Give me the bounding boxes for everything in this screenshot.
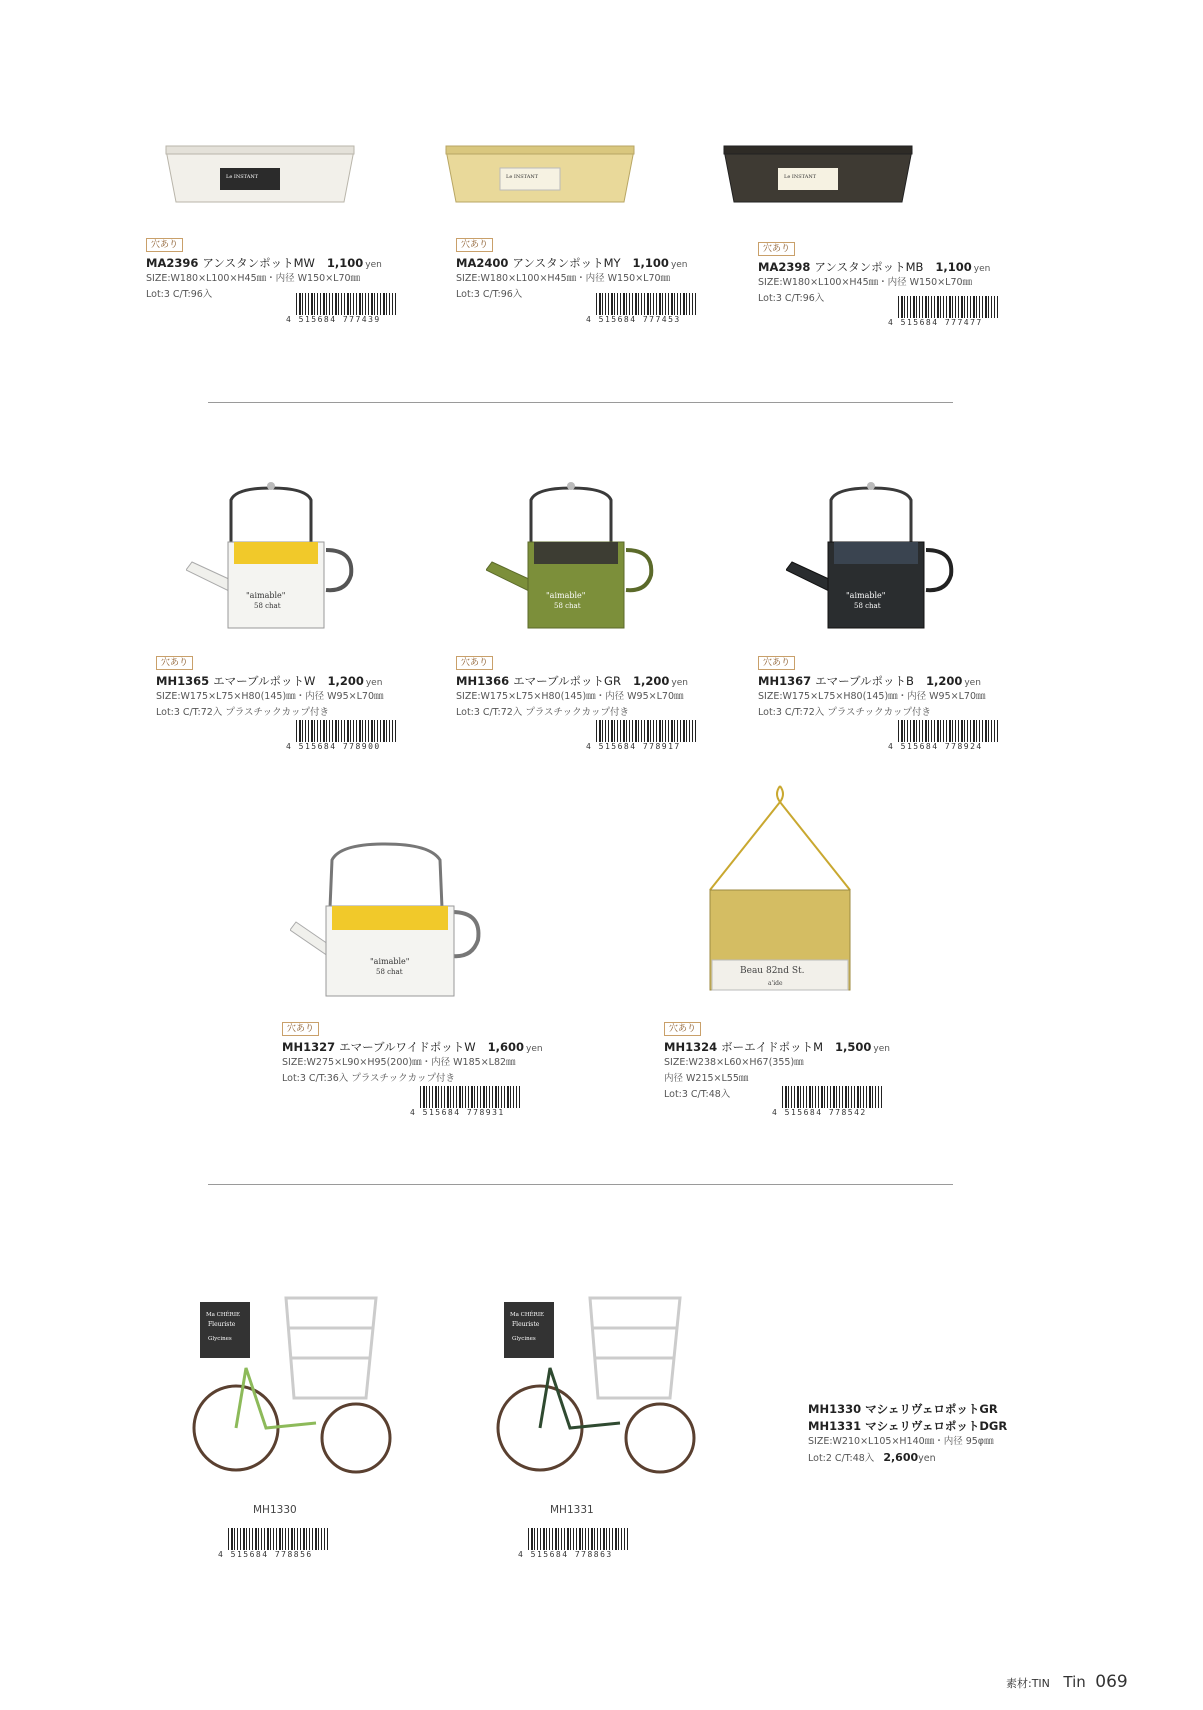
barcode bbox=[286, 720, 396, 751]
can-label-text: "aimable" bbox=[370, 957, 410, 966]
product-title bbox=[456, 255, 716, 271]
product-lot: Lot:3 C/T:96入 bbox=[456, 289, 523, 300]
barcode-bars bbox=[296, 293, 396, 315]
yen-unit: yen bbox=[526, 1044, 543, 1054]
pot-label-text: Le INSTANT bbox=[506, 174, 539, 180]
barcode bbox=[518, 1528, 628, 1559]
product-size: SIZE:W275×L90×H95(200)㎜・内径 W185×L82㎜ bbox=[282, 1057, 516, 1068]
product-size: SIZE:W175×L75×H80(145)㎜・内径 W95×L70㎜ bbox=[456, 691, 684, 702]
can-black-image bbox=[786, 480, 956, 630]
bicycle-pot-darkgreen-image bbox=[490, 1288, 730, 1488]
product-name: アンスタンポットMB bbox=[814, 260, 924, 274]
yen-unit: yen bbox=[964, 678, 981, 688]
product-price: 1,200 bbox=[327, 674, 364, 688]
product-size: SIZE:W175×L75×H80(145)㎜・内径 W95×L70㎜ bbox=[758, 691, 986, 702]
product-title bbox=[664, 1039, 924, 1055]
barcode-number: 4 515684 777477 bbox=[888, 318, 983, 327]
yen-unit: yen bbox=[670, 260, 688, 270]
product-mh1366 bbox=[456, 650, 716, 721]
product-size: SIZE:W180×L100×H45㎜・内径 W150×L70㎜ bbox=[758, 277, 973, 288]
barcode-number: 4 515684 778542 bbox=[772, 1108, 867, 1117]
barcode bbox=[586, 720, 696, 751]
product-name: エマーブルポットW bbox=[213, 674, 316, 688]
bicycle-pot-green-image bbox=[186, 1288, 426, 1488]
barcode-bars bbox=[596, 720, 696, 742]
product-lot: Lot:2 C/T:48入 bbox=[808, 1453, 875, 1464]
barcode-number: 4 515684 778856 bbox=[218, 1550, 313, 1559]
product-name: アンスタンポットMW bbox=[202, 256, 315, 270]
barcode-bars bbox=[596, 293, 696, 315]
can-label-text: 58 chat bbox=[554, 602, 581, 610]
barcode-bars bbox=[296, 720, 396, 742]
barcode bbox=[888, 296, 998, 327]
product-lot: Lot:3 C/T:96入 bbox=[146, 289, 213, 300]
product-price: 1,200 bbox=[925, 674, 963, 688]
page-footer bbox=[1006, 1672, 1128, 1692]
product-lot: Lot:3 C/T:48入 bbox=[664, 1089, 731, 1100]
product-size: SIZE:W210×L105×H140㎜・内径 95φ㎜ bbox=[808, 1436, 994, 1447]
hole-badge: 穴あり bbox=[758, 242, 795, 256]
barcode bbox=[888, 720, 998, 751]
product-price: 1,500 bbox=[835, 1040, 872, 1054]
wide-can-image bbox=[290, 840, 490, 1000]
product-title bbox=[456, 673, 716, 689]
pot-white-image bbox=[160, 140, 360, 212]
can-white-image bbox=[186, 480, 356, 630]
caption-mh1331: MH1331 bbox=[550, 1504, 594, 1516]
sign-text: Fleuriste bbox=[512, 1321, 540, 1328]
product-title bbox=[758, 673, 1018, 689]
barcode-bars bbox=[782, 1086, 882, 1108]
product-size: SIZE:W180×L100×H45㎜・内径 W150×L70㎜ bbox=[456, 273, 671, 284]
product-title bbox=[282, 1039, 542, 1055]
divider bbox=[208, 402, 953, 403]
product-title bbox=[146, 255, 406, 271]
product-price: 1,100 bbox=[326, 256, 364, 270]
pot-label-text: Beau 82nd St. bbox=[740, 966, 805, 976]
product-price: 1,100 bbox=[632, 256, 669, 270]
can-green-image bbox=[486, 480, 656, 630]
product-inner-size: 内径 W215×L55㎜ bbox=[664, 1073, 749, 1084]
product-code: MH1366 bbox=[456, 674, 510, 688]
product-lot: Lot:3 C/T:72入 プラスチックカップ付き bbox=[156, 707, 329, 718]
hanging-pot-image bbox=[700, 780, 860, 1000]
product-lot: Lot:3 C/T:72入 プラスチックカップ付き bbox=[758, 707, 931, 718]
product-name: エマーブルワイドポットW bbox=[339, 1040, 476, 1054]
product-size: SIZE:W175×L75×H80(145)㎜・内径 W95×L70㎜ bbox=[156, 691, 384, 702]
hole-badge: 穴あり bbox=[156, 656, 193, 670]
barcode-bars bbox=[420, 1086, 520, 1108]
product-lot-price bbox=[808, 1450, 1108, 1467]
hole-badge: 穴あり bbox=[664, 1022, 701, 1036]
yen-unit: yen bbox=[671, 678, 688, 688]
hole-badge: 穴あり bbox=[456, 656, 493, 670]
product-code: MA2398 bbox=[758, 260, 811, 274]
yen-unit: yen bbox=[918, 1453, 936, 1464]
product-size: SIZE:W238×L60×H67(355)㎜ bbox=[664, 1057, 804, 1068]
product-title-line: MH1330 マシェリヴェロポットGR bbox=[808, 1402, 998, 1416]
yen-unit: yen bbox=[973, 264, 991, 274]
pot-yellow-image bbox=[440, 140, 640, 212]
hole-badge: 穴あり bbox=[146, 238, 183, 252]
pot-label-text: Le INSTANT bbox=[226, 174, 259, 180]
barcode bbox=[218, 1528, 328, 1559]
barcode bbox=[772, 1086, 882, 1117]
product-title bbox=[758, 259, 1018, 275]
page-number: 069 bbox=[1095, 1672, 1128, 1692]
barcode-number: 4 515684 777453 bbox=[586, 315, 681, 324]
product-code: MA2396 bbox=[146, 256, 199, 270]
can-label-text: "aimable" bbox=[246, 591, 286, 600]
product-title bbox=[156, 673, 416, 689]
category-label: Tin bbox=[1063, 1673, 1086, 1691]
barcode-number: 4 515684 778863 bbox=[518, 1550, 613, 1559]
sign-text: Glycines bbox=[208, 1336, 232, 1342]
product-price: 2,600 bbox=[883, 1451, 919, 1464]
material-label: 素材:TIN bbox=[1006, 1677, 1050, 1690]
product-price: 1,600 bbox=[487, 1040, 524, 1054]
can-label-text: 58 chat bbox=[376, 968, 403, 976]
product-name: ボーエイドポットM bbox=[721, 1040, 824, 1054]
yen-unit: yen bbox=[873, 1044, 890, 1054]
barcode-bars bbox=[228, 1528, 328, 1550]
product-price: 1,100 bbox=[935, 260, 972, 274]
barcode-number: 4 515684 778931 bbox=[410, 1108, 505, 1117]
product-code: MH1324 bbox=[664, 1040, 718, 1054]
yen-unit: yen bbox=[365, 678, 383, 688]
product-mh1365 bbox=[156, 650, 416, 721]
hole-badge: 穴あり bbox=[456, 238, 493, 252]
product-lot: Lot:3 C/T:96入 bbox=[758, 293, 825, 304]
product-code: MH1365 bbox=[156, 674, 210, 688]
can-label-text: 58 chat bbox=[254, 602, 281, 610]
barcode bbox=[286, 293, 396, 324]
barcode-number: 4 515684 777439 bbox=[286, 315, 381, 324]
sign-text: Ma CHÉRIE bbox=[206, 1312, 241, 1318]
barcode bbox=[586, 293, 696, 324]
can-label-text: 58 chat bbox=[854, 602, 881, 610]
hole-badge: 穴あり bbox=[758, 656, 795, 670]
pot-black-image bbox=[718, 140, 918, 212]
product-mh1330-mh1331 bbox=[808, 1398, 1108, 1467]
product-code: MA2400 bbox=[456, 256, 509, 270]
barcode-number: 4 515684 778900 bbox=[286, 742, 381, 751]
barcode-bars bbox=[898, 720, 998, 742]
product-name: エマーブルポットGR bbox=[513, 674, 621, 688]
sign-text: Ma CHÉRIE bbox=[510, 1312, 545, 1318]
yen-unit: yen bbox=[365, 260, 382, 270]
barcode bbox=[410, 1086, 520, 1117]
product-price: 1,200 bbox=[632, 674, 670, 688]
product-name: アンスタンポットMY bbox=[512, 256, 621, 270]
pot-label-text: a'ide bbox=[768, 980, 783, 987]
can-label-text: "aimable" bbox=[846, 591, 886, 600]
caption-mh1330: MH1330 bbox=[253, 1504, 297, 1516]
product-lot: Lot:3 C/T:36入 プラスチックカップ付き bbox=[282, 1073, 455, 1084]
can-label-text: "aimable" bbox=[546, 591, 586, 600]
product-name: エマーブルポットB bbox=[815, 674, 914, 688]
product-code: MH1327 bbox=[282, 1040, 336, 1054]
product-size: SIZE:W180×L100×H45㎜・内径 W150×L70㎜ bbox=[146, 273, 361, 284]
product-mh1327 bbox=[282, 1016, 542, 1087]
product-lot: Lot:3 C/T:72入 プラスチックカップ付き bbox=[456, 707, 629, 718]
barcode-number: 4 515684 778924 bbox=[888, 742, 983, 751]
pot-label-text: Le INSTANT bbox=[784, 174, 817, 180]
barcode-number: 4 515684 778917 bbox=[586, 742, 681, 751]
sign-text: Fleuriste bbox=[208, 1321, 236, 1328]
product-title-line: MH1331 マシェリヴェロポットDGR bbox=[808, 1419, 1008, 1433]
barcode-bars bbox=[528, 1528, 628, 1550]
hole-badge: 穴あり bbox=[282, 1022, 319, 1036]
barcode-bars bbox=[898, 296, 998, 318]
product-code: MH1367 bbox=[758, 674, 812, 688]
product-mh1367 bbox=[758, 650, 1018, 721]
sign-text: Glycines bbox=[512, 1336, 536, 1342]
divider bbox=[208, 1184, 953, 1185]
